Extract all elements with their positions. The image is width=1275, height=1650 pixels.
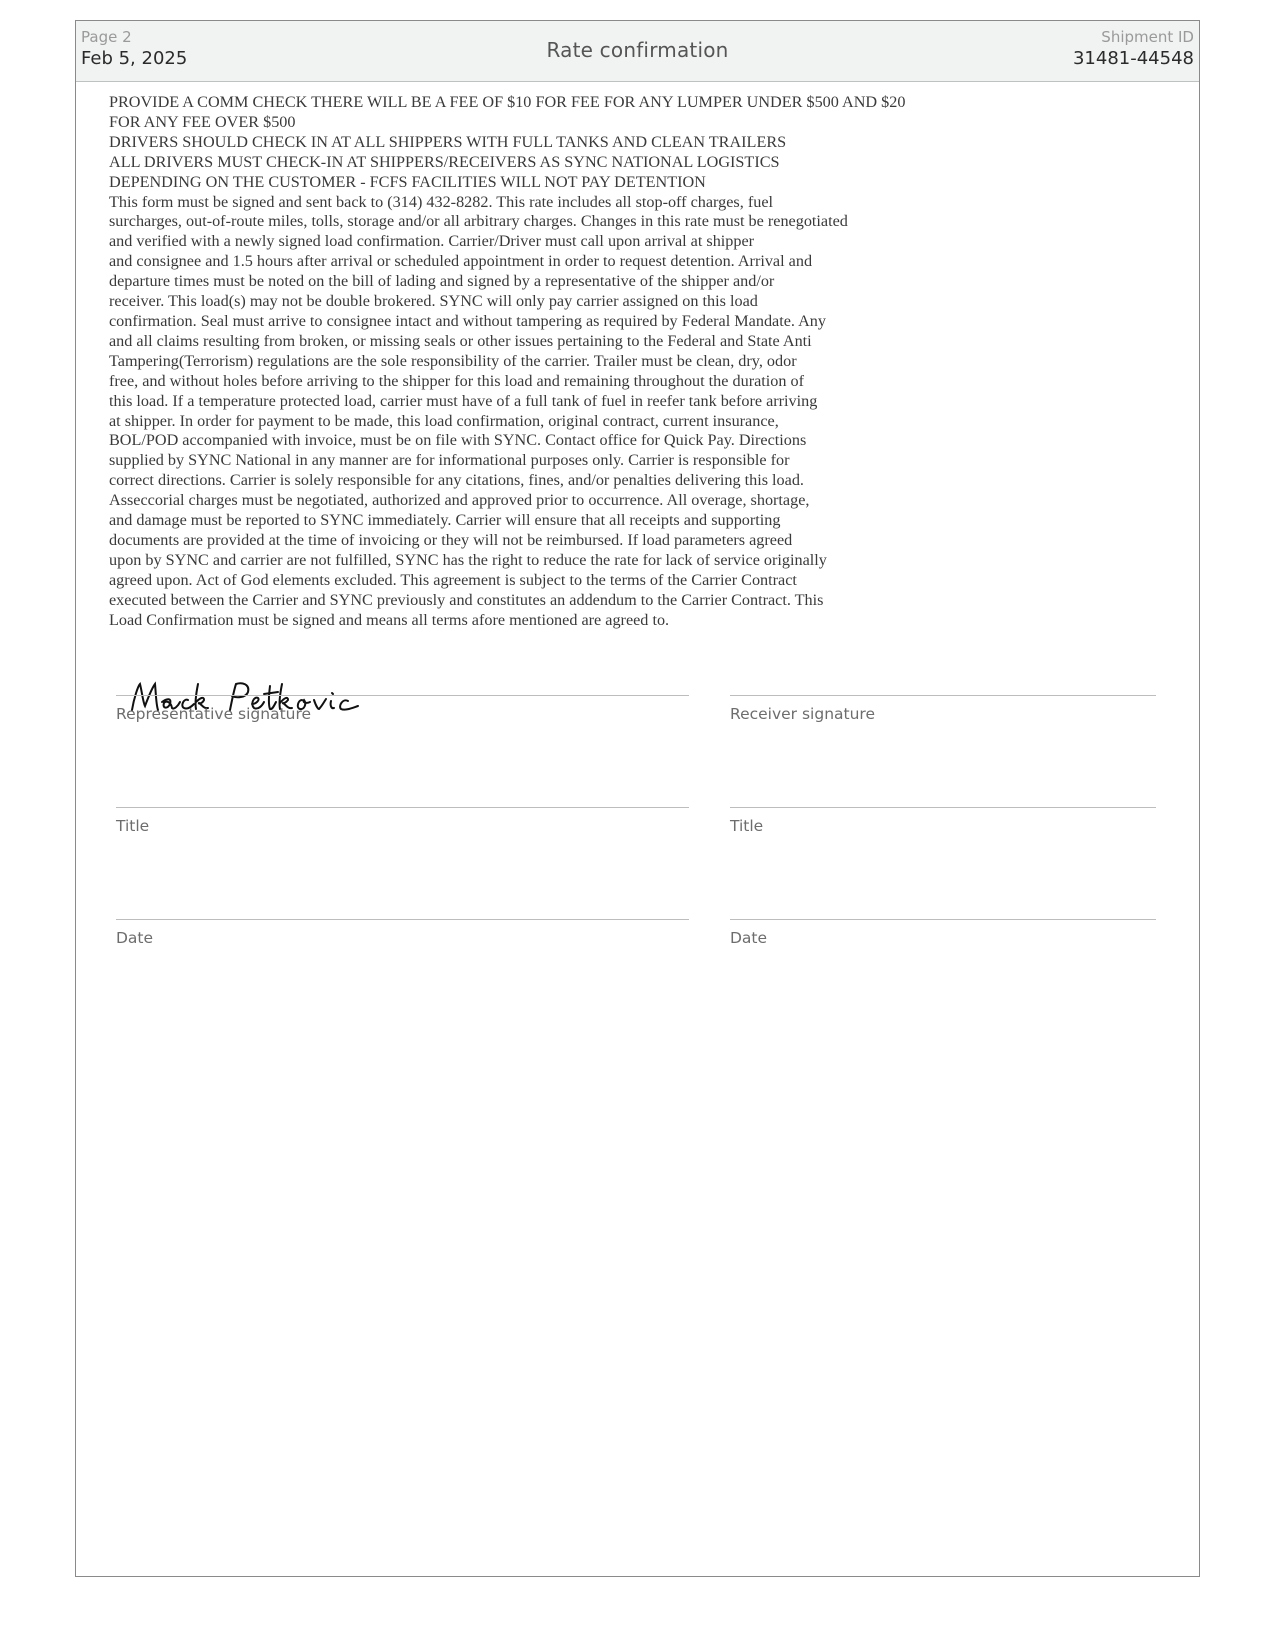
document-page [75, 20, 1200, 1577]
terms-line: upon by SYNC and carrier are not fulfilled, SYNC has the right to reduce the rate for lack of service originally [109, 550, 827, 569]
terms-line: and damage must be reported to SYNC immediately. Carrier will ensure that all receipts and supporting [109, 511, 781, 530]
representative-date-label: Date [116, 929, 154, 947]
representative-signature-label: Representative signature [116, 705, 312, 723]
representative-signature-block [116, 695, 689, 723]
document-title: Rate confirmation [546, 38, 729, 62]
terms-line: free, and without holes before arriving to the shipper for this load and remaining throughout the duration of [109, 371, 804, 390]
document-date: Feb 5, 2025 [81, 48, 188, 69]
receiver-signature-label: Receiver signature [730, 705, 875, 723]
terms-line: and consignee and 1.5 hours after arrival or scheduled appointment in order to request detention. Arrival and [109, 252, 813, 271]
receiver-date-block [730, 919, 1156, 947]
terms-line: ALL DRIVERS MUST CHECK-IN AT SHIPPERS/RECEIVERS AS SYNC NATIONAL LOGISTICS [109, 152, 780, 171]
terms-line: Asseccorial charges must be negotiated, authorized and approved prior to occurrence. All overage, shortage, [109, 491, 810, 510]
terms-line: agreed upon. Act of God elements excluded. This agreement is subject to the terms of the Carrier Contract [109, 570, 797, 589]
terms-line: Tampering(Terrorism) regulations are the sole responsibility of the carrier. Trailer must be clean, dry, odor [109, 351, 797, 370]
representative-title-line [116, 807, 689, 808]
terms-line: at shipper. In order for payment to be made, this load confirmation, original contract, current insurance, [109, 411, 779, 430]
receiver-date-label: Date [730, 929, 768, 947]
shipment-id-label: Shipment ID [1101, 28, 1194, 46]
terms-line: confirmation. Seal must arrive to consignee intact and without tampering as required by Federal Mandate. Any [109, 311, 826, 330]
receiver-date-line [730, 919, 1156, 920]
terms-line: documents are provided at the time of invoicing or they will not be reimbursed. If load parameters agreed [109, 530, 793, 549]
terms-line: receiver. This load(s) may not be double brokered. SYNC will only pay carrier assigned on this load [109, 292, 758, 311]
terms-line: departure times must be noted on the bill of lading and signed by a representative of the shipper and/or [109, 272, 775, 291]
terms-line: supplied by SYNC National in any manner are for informational purposes only. Carrier is responsible for [109, 451, 790, 470]
receiver-title-block [730, 807, 1156, 835]
terms-line: This form must be signed and sent back to (314) 432-8282. This rate includes all stop-off charges, fuel [109, 192, 773, 211]
receiver-signature-line [730, 695, 1156, 696]
page-number: Page 2 [81, 28, 132, 46]
terms-line: and verified with a newly signed load confirmation. Carrier/Driver must call upon arrival at shipper [109, 232, 755, 251]
representative-title-label: Title [116, 817, 150, 835]
terms-line: executed between the Carrier and SYNC previously and constitutes an addendum to the Carrier Contract. This [109, 590, 824, 609]
terms-line: FOR ANY FEE OVER $500 [109, 112, 296, 131]
terms-line: and all claims resulting from broken, or missing seals or other issues pertaining to the Federal and State Anti [109, 331, 812, 350]
representative-title-block [116, 807, 689, 835]
terms-and-conditions [109, 93, 1109, 630]
representative-date-line [116, 919, 689, 920]
terms-line: DEPENDING ON THE CUSTOMER - FCFS FACILITIES WILL NOT PAY DETENTION [109, 172, 706, 191]
representative-date-block [116, 919, 689, 947]
shipment-id: 31481-44548 [1072, 48, 1194, 69]
receiver-signature-block [730, 695, 1156, 723]
terms-line: BOL/POD accompanied with invoice, must be on file with SYNC. Contact office for Quick Pay. Directions [109, 431, 807, 450]
page-header [76, 21, 1199, 82]
terms-line: DRIVERS SHOULD CHECK IN AT ALL SHIPPERS WITH FULL TANKS AND CLEAN TRAILERS [109, 132, 787, 151]
header-right [1073, 28, 1194, 72]
terms-line: correct directions. Carrier is solely responsible for any citations, fines, and/or penalties delivering this load. [109, 471, 804, 490]
terms-line: this load. If a temperature protected load, carrier must have of a full tank of fuel in reefer tank before arriving [109, 391, 818, 410]
terms-line: Load Confirmation must be signed and means all terms afore mentioned are agreed to. [109, 610, 670, 629]
terms-line: surcharges, out-of-route miles, tolls, storage and/or all arbitrary charges. Changes in this rate must be renegotiated [109, 212, 848, 231]
terms-line: PROVIDE A COMM CHECK THERE WILL BE A FEE OF $10 FOR FEE FOR ANY LUMPER UNDER $500 AND $20 [109, 93, 906, 111]
receiver-title-line [730, 807, 1156, 808]
receiver-title-label: Title [730, 817, 764, 835]
representative-signature-line [116, 695, 689, 696]
